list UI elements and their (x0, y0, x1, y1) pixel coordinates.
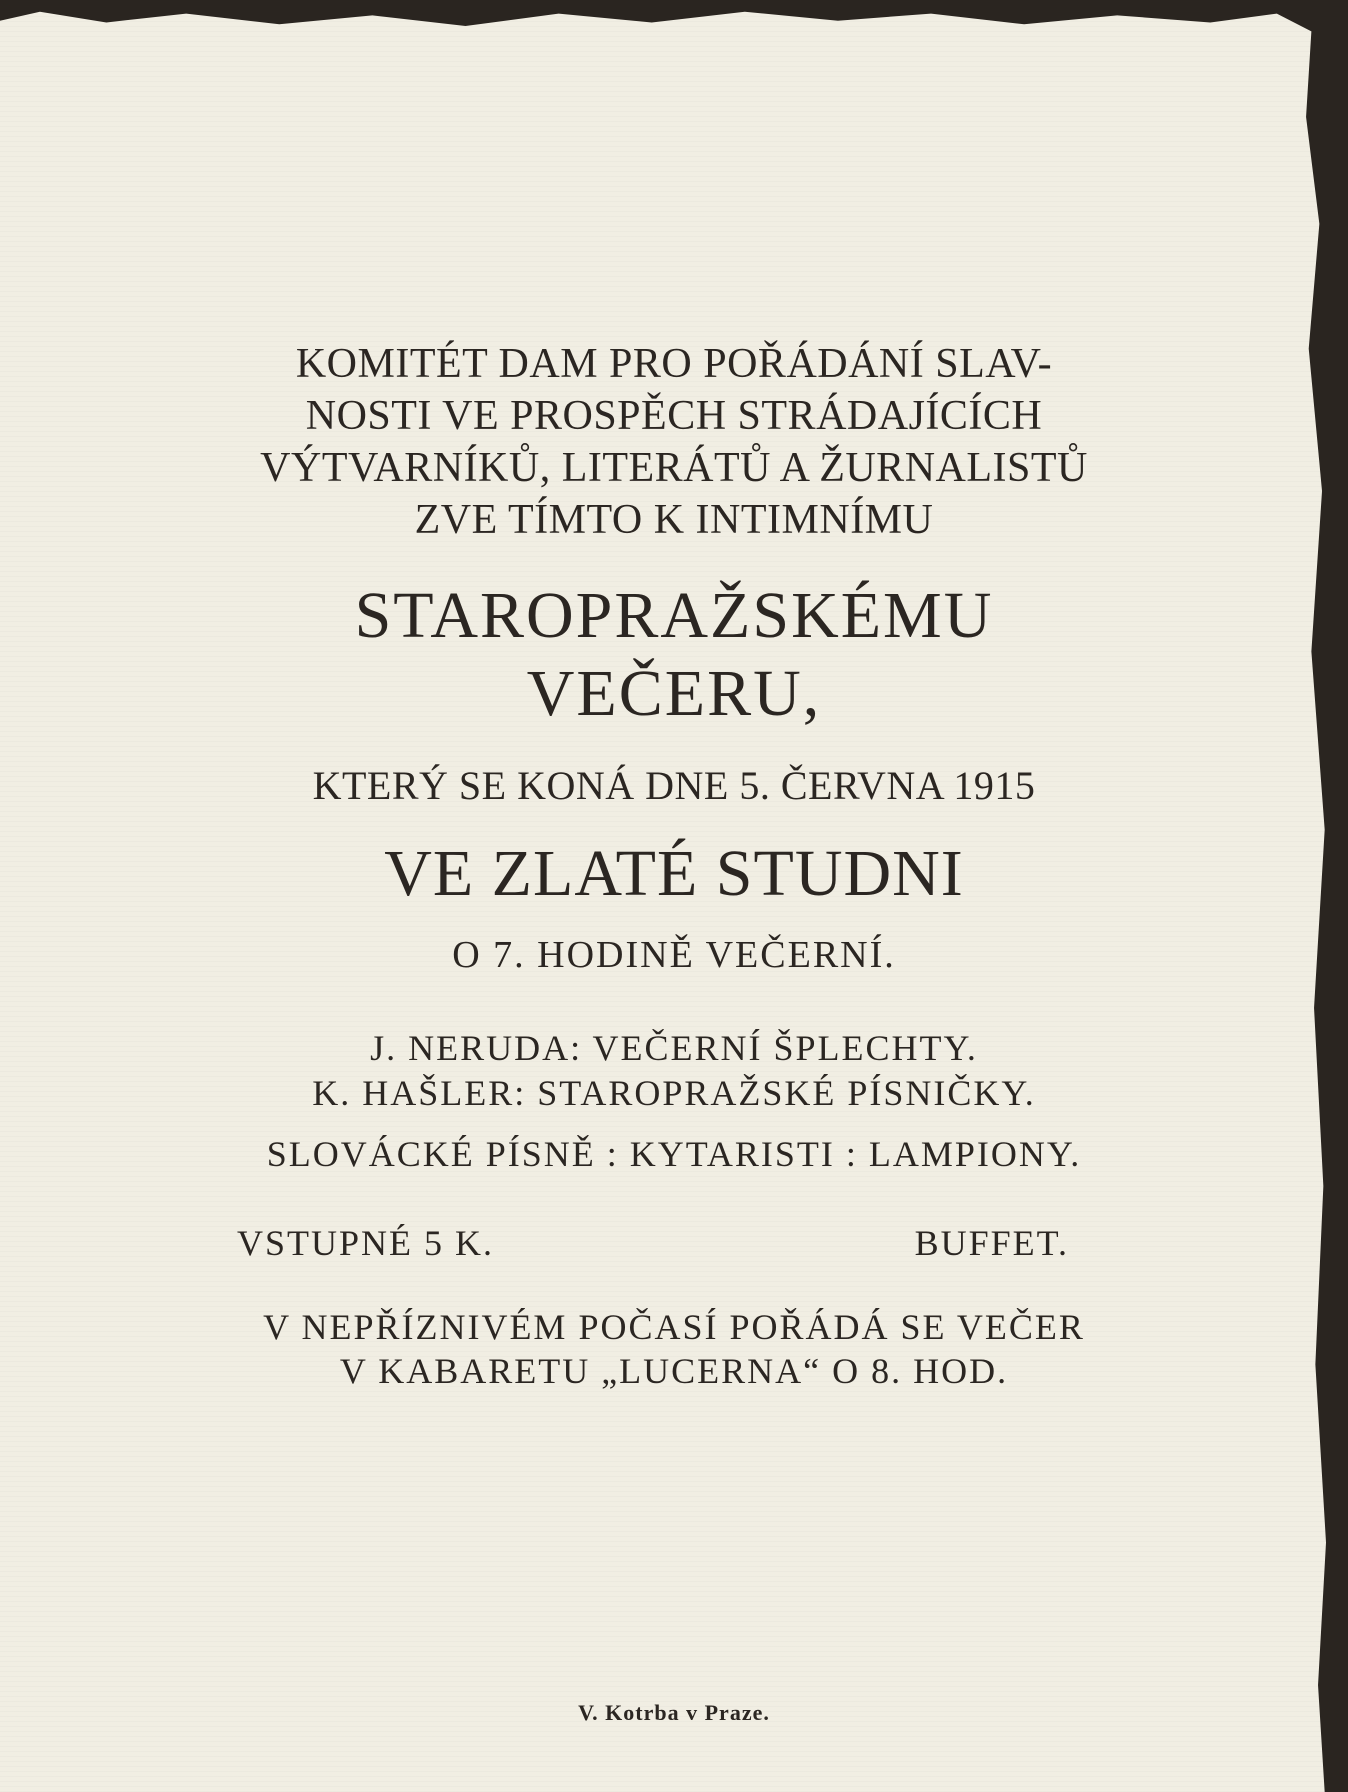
event-venue: VE ZLATÉ STUDNI (384, 837, 964, 910)
title-line-2: VEČERU, (526, 657, 822, 730)
intro-line-3: VÝTVARNÍKŮ, LITERÁTŮ A ŽURNALISTŮ (260, 445, 1088, 491)
weather-note-line-1: V NEPŘÍZNIVÉM POČASÍ POŘÁDÁ SE VEČER (263, 1307, 1085, 1347)
program-item-1: J. NERUDA: VEČERNÍ ŠPLECHTY. (370, 1028, 978, 1068)
title-line-1: STAROPRAŽSKÉMU (354, 579, 994, 652)
printer-imprint: V. Kotrba v Praze. (578, 1700, 770, 1725)
intro-line-1: KOMITÉT DAM PRO POŘÁDÁNÍ SLAV- (295, 341, 1053, 387)
attractions-line: SLOVÁCKÉ PÍSNĚ : KYTARISTI : LAMPIONY. (266, 1134, 1082, 1174)
intro-line-2: NOSTI VE PROSPĚCH STRÁDAJÍCÍCH (305, 393, 1043, 439)
admission-price: VSTUPNÉ 5 K. (237, 1223, 495, 1263)
event-date: KTERÝ SE KONÁ DNE 5. ČERVNA 1915 (312, 763, 1036, 808)
program-item-2: K. HAŠLER: STAROPRAŽSKÉ PÍSNIČKY. (312, 1073, 1036, 1113)
buffet-label: BUFFET. (914, 1223, 1069, 1263)
weather-note-line-2: V KABARETU „LUCERNA“ O 8. HOD. (339, 1351, 1009, 1391)
event-time: O 7. HODINĚ VEČERNÍ. (452, 934, 896, 976)
intro-line-4: ZVE TÍMTO K INTIMNÍMU (414, 497, 934, 543)
admission-row (237, 1222, 1069, 1264)
